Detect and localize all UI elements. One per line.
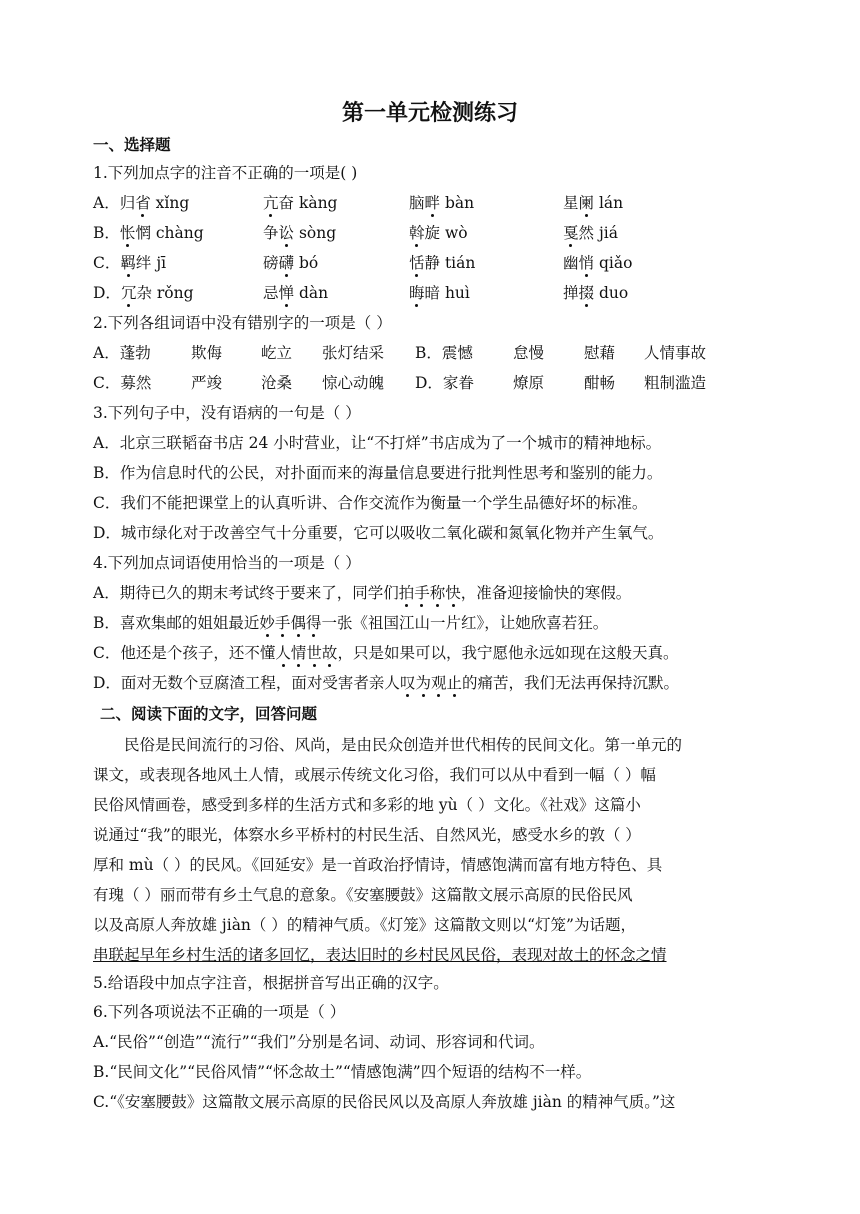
dotted-char: 观: [430, 674, 447, 692]
dotted-char: 拍: [398, 584, 415, 602]
dotted-char: 偶: [290, 614, 306, 632]
dotted-char: 世: [306, 644, 322, 662]
q2-cell: 沧桑: [261, 374, 293, 392]
section-choice-heading: 一、选择题: [93, 136, 171, 154]
q3-option-b: B．作为信息时代的公民，对扑面而来的海量信息要进行批判性思考和鉴别的能力。: [93, 464, 663, 482]
q3-option-d: D．城市绿化对于改善空气十分重要，它可以吸收二氧化碳和氮氧化物并产生氧气。: [93, 524, 664, 542]
q3-option-c: C．我们不能把课堂上的认真听讲、合作交流作为衡量一个学生品德好坏的标准。: [93, 494, 648, 512]
section-reading-heading: 二、阅读下面的文字，回答问题: [100, 705, 318, 723]
q1-c2: 磅礴 bó: [263, 254, 319, 272]
q1-c1: C．羁绊 jī: [93, 254, 167, 272]
q4-d-dotted: [400, 674, 462, 692]
q1-b2: 争讼 sòng: [263, 224, 337, 242]
q5-stem: 5.给语段中加点字注音，根据拼音写出正确的汉字。: [93, 974, 449, 992]
q2-options: [93, 342, 773, 394]
passage-line-underlined: 串联起早年乡村生活的诸多回忆，表达旧时的乡村民风民俗，表现对故土的怀念之情: [93, 946, 667, 964]
q1-d3: 晦暗 huì: [409, 284, 470, 302]
dotted-char: 情: [290, 644, 307, 662]
page-title: 第一单元检测练习: [341, 101, 518, 126]
dotted-char: 称: [429, 584, 446, 602]
q2-stem: 2.下列各组词语中没有错别字的一项是（ ）: [93, 314, 392, 332]
q6-option-c: C.“《安塞腰鼓》这篇散文展示高原的民俗民风以及高原人奔放雄 jiàn 的精神气质。”这: [93, 1093, 676, 1111]
q6-option-b: B.“民间文化”“民俗风情”“怀念故土”“情感饱满”四个短语的结构不一样。: [93, 1063, 592, 1081]
q2-cell: 张灯结采: [322, 344, 385, 362]
q1-options: [93, 192, 773, 312]
q4-a-dotted: [399, 584, 461, 602]
reading-passage: [93, 730, 767, 970]
q1-b4: 戛然 jiá: [563, 224, 618, 242]
dotted-char: 故: [321, 644, 338, 662]
q2-cell: 惊心动魄: [322, 374, 385, 392]
q1-d4: 掸掇 duo: [563, 284, 629, 302]
q4-b-dotted: [259, 614, 321, 632]
q4-d-pre: D．面对无数个豆腐渣工程，面对受害者亲人: [93, 674, 400, 692]
dotted-char: 为: [415, 674, 431, 692]
q2-cell: 怠慢: [513, 344, 545, 362]
q2-cell: 粗制滥造: [644, 374, 707, 392]
q2-cell: 严竣: [191, 374, 223, 392]
q1-c3: 恬静 tián: [409, 254, 476, 272]
q1-a4: 星阑 lán: [563, 194, 624, 212]
q2-cell: 屹立: [261, 344, 293, 362]
q4-option-c: [93, 642, 678, 664]
q4-stem: 4.下列加点词语使用恰当的一项是（ ）: [93, 554, 361, 572]
q2-cell: 人情事故: [644, 344, 707, 362]
q4-b-post: 一张《祖国江山一片红》，让她欣喜若狂。: [321, 614, 609, 632]
q4-b-pre: B．喜欢集邮的姐姐最近: [93, 614, 260, 632]
q6-stem: 6.下列各项说法不正确的一项是（ ）: [93, 1003, 346, 1021]
q1-stem: 1.下列加点字的注音不正确的一项是( ): [93, 164, 358, 182]
q6-option-a: A.“民俗”“创造”“流行”“我们”分别是名词、动词、形容词和代词。: [93, 1033, 545, 1051]
q2-cell: A．蓬勃: [93, 344, 151, 362]
q4-d-post: 的痛苦，我们无法再保持沉默。: [462, 674, 680, 692]
q2-cell: 酣畅: [584, 374, 616, 392]
q2-cell: D．家眷: [415, 374, 474, 392]
dotted-char: 叹: [399, 674, 416, 692]
q1-d2: 忌惮 dàn: [263, 284, 329, 302]
dotted-char: 快: [445, 584, 461, 602]
q4-option-b: [93, 612, 608, 634]
dotted-char: 止: [446, 674, 462, 692]
q2-cell: 慰藉: [584, 344, 616, 362]
q1-d1: D．冗杂 rǒng: [93, 284, 194, 302]
q1-b1: B．怅惘 chàng: [93, 224, 204, 242]
dotted-char: 手: [274, 614, 291, 632]
q2-cell: 燎原: [513, 374, 545, 392]
passage-line: 课文，或表现各地风土人情，或展示传统文化习俗，我们可以从中看到一幅（ ）幅: [93, 766, 656, 784]
q1-b3: 斡旋 wò: [409, 224, 468, 242]
passage-line: 厚和 mù（ ）的民风。《回延安》是一首政治抒情诗，情感饱满而富有地方特色、具: [93, 856, 663, 874]
dotted-char: 手: [414, 584, 430, 602]
passage-line: 有瑰（ ）丽而带有乡土气息的意象。《安塞腰鼓》这篇散文展示高原的民俗民风: [93, 886, 633, 904]
dotted-char: 妙: [259, 614, 275, 632]
q4-option-d: [93, 672, 679, 694]
passage-line: 以及高原人奔放雄 jiàn（ ）的精神气质。《灯笼》这篇散文则以“灯笼”为话题，: [93, 916, 636, 934]
q2-cell: 欺侮: [191, 344, 223, 362]
passage-line: 民俗风情画卷，感受到多样的生活方式和多彩的地 yù（ ）文化。《社戏》这篇小: [93, 796, 641, 814]
q3-stem: 3.下列句子中，没有语病的一句是（ ）: [93, 404, 361, 422]
q4-a-post: ，准备迎接愉快的寒假。: [460, 584, 632, 602]
passage-line: 说通过“我”的眼光，体察水乡平桥村的村民生活、自然风光，感受水乡的敦（ ）: [93, 826, 641, 844]
q4-c-pre: C．他还是个孩子，还不懂: [93, 644, 276, 662]
q4-c-post: ，只是如果可以，我宁愿他永远如现在这般天真。: [337, 644, 679, 662]
q1-c4: 幽悄 qiǎo: [563, 254, 633, 272]
q4-c-dotted: [275, 644, 337, 662]
q4-a-pre: A．期待已久的期末考试终于要来了，同学们: [93, 584, 399, 602]
q1-a2: 亢奋 kàng: [263, 194, 338, 212]
passage-line: 民俗是民间流行的习俗、风尚，是由民众创造并世代相传的民间文化。第一单元的: [124, 736, 683, 754]
q4-option-a: [93, 582, 631, 604]
dotted-char: 得: [305, 614, 322, 632]
q3-option-a: A．北京三联韬奋书店 24 小时营业，让“不打烊”书店成为了一个城市的精神地标。: [93, 434, 662, 452]
q1-a3: 脑畔 bàn: [409, 194, 475, 212]
q2-cell: C．募然: [93, 374, 152, 392]
q2-cell: B．震憾: [415, 344, 473, 362]
q1-a1: A．归省 xǐng: [93, 194, 190, 212]
dotted-char: 人: [275, 644, 291, 662]
